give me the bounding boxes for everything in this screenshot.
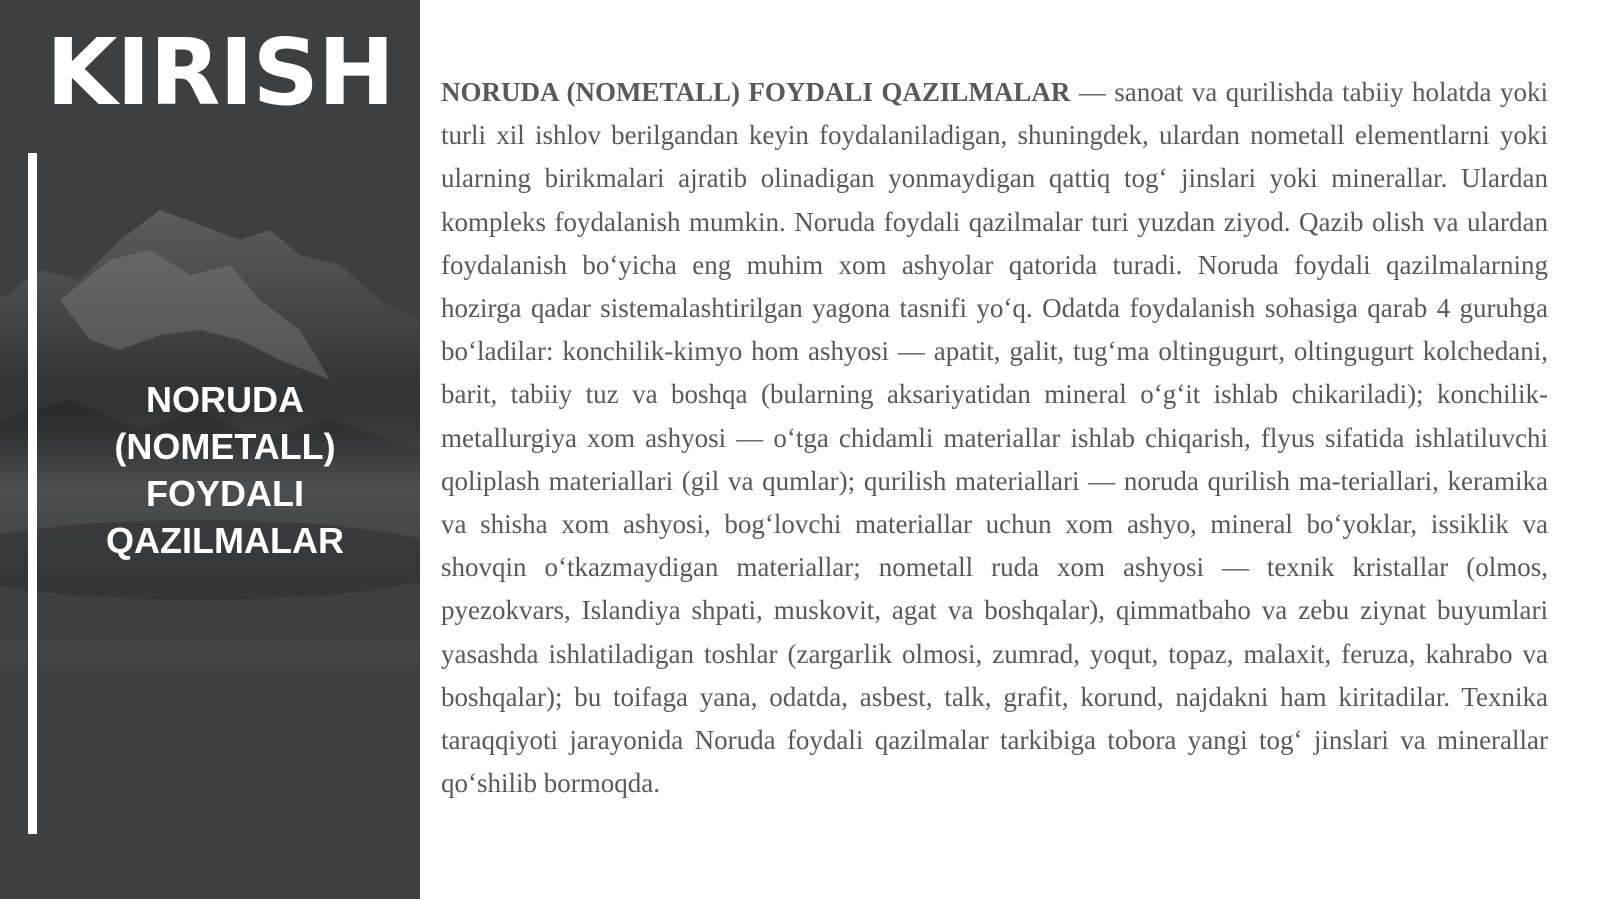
slide-subtitle: NORUDA (NOMETALL) FOYDALI QAZILMALAR <box>106 379 344 561</box>
title-panel <box>0 0 420 899</box>
slide-heading: KIRISH <box>46 19 394 126</box>
body-lead-term: NORUDA (NOMETALL) FOYDALI QAZILMALAR <box>441 77 1071 107</box>
body-text: — sanoat va qurilishda tabiiy holatda yoki turli xil ishlov berilgandan keyin foydalaniladigan, shuningdek, ulardan nometall elementlarni yoki ularning birikmalari ajratib olinadigan yonmaydigan qattiq tog‘ jinslari yoki minerallar. Ulardan kompleks foydalanish mumkin. Noruda foydali qazilmalar turi yuzdan ziyod. Qazib olish va ulardan foydalanish bo‘yicha eng muhim xom ashyolar qatorida turadi. Noruda foydali qazilmalarning hozirga qadar sistemalashtirilgan yagona tasnifi yo‘q. Odatda foydalanish sohasiga qarab 4 guruhga bo‘ladilar: konchilik-kimyo hom ashyosi — apatit, galit, tug‘ma oltingugurt, oltingugurt kolchedani, barit, tabiiy tuz va boshqa (bularning aksariyatidan mineral o‘g‘it ishlab chikariladi); konchilik-metallurgiya xom ashyosi — o‘tga chidamli materiallar ishlab chiqarish, flyus sifatida ishlatiluvchi qoliplash materiallari (gil va qumlar); qurilish materiallari — noruda qurilish ma-teriallari, keramika va shisha xom ashyosi, bog‘lovchi materiallar uchun xom ashyo, mineral bo‘yoklar, issiklik va shovqin o‘tkazmaydigan materiallar; nometall ruda xom ashyosi — texnik kristallar (olmos, pyezokvars, Islandiya shpati, muskovit, agat va boshqalar), qimmatbaho va zebu ziynat buyumlari yasashda ishlatiladigan toshlar (zargarlik olmosi, zumrad, yoqut, topaz, malaxit, feruza, kahrabo va boshqalar); bu toifaga yana, odatda, asbest, talk, grafit, korund, najdakni ham kiritadilar. Texnika taraqqiyoti jarayonida Noruda foydali qazilmalar tarkibiga tobora yangi tog‘ jinslari va minerallar qo‘shilib bormoqda. <box>441 77 1548 799</box>
body-paragraph <box>441 71 1548 805</box>
accent-bar <box>28 153 37 834</box>
